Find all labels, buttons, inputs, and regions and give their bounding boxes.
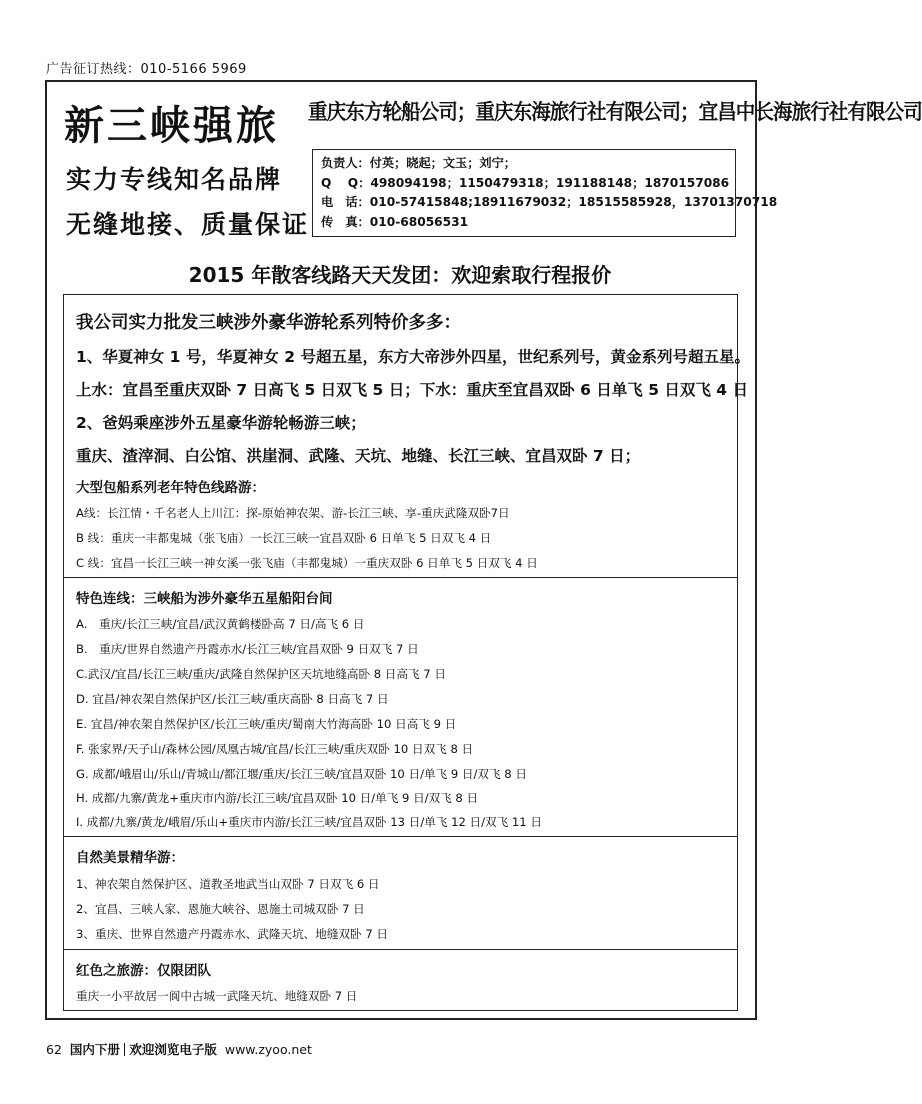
contact-fax: 传 真：010-68056531 <box>321 214 469 229</box>
charter-route-c: C 线：宜昌一长江三峡一神女溪一张飞庙（丰都鬼城）一重庆双卧 6 日单飞 5 日双飞 4 日 <box>76 556 538 570</box>
route-item: F. 张家界/天子山/森林公园/凤凰古城/宜昌/长江三峡/重庆双卧 10 日双飞 8 日 <box>76 742 474 756</box>
headline: 2015 年散客线路天天发团：欢迎索取行程报价 <box>188 263 612 287</box>
divider <box>64 836 737 837</box>
charter-route-a: A线：长江情・千名老人上川江：探-原始神农架、游-长江三峡、享-重庆武隆双卧7日 <box>76 506 510 520</box>
slogan-quality: 无缝地接、质量保证 <box>66 210 310 239</box>
section1-line3: 2、爸妈乘座涉外五星豪华游轮畅游三峡； <box>76 414 366 432</box>
ad-hotline: 广告征订热线：010-5166 5969 <box>46 62 247 77</box>
slogan-brand: 实力专线知名品牌 <box>66 165 283 194</box>
divider <box>64 949 737 950</box>
company-names: 重庆东方轮船公司；重庆东海旅行社有限公司；宜昌中长海旅行社有限公司 <box>308 100 922 124</box>
route-item: C.武汉/宜昌/长江三峡/重庆/武隆自然保护区天坑地缝高卧 8 日高飞 7 日 <box>76 667 446 681</box>
nature-route-item: 2、宜昌、三峡人家、恩施大峡谷、恩施土司城双卧 7 日 <box>76 902 365 916</box>
section1-line1: 1、华夏神女 1 号，华夏神女 2 号超五星，东方大帝涉外四星，世纪系列号，黄金系列号超五星。 <box>76 348 750 366</box>
footer-divider <box>124 1043 126 1056</box>
red-tour-route: 重庆一小平故居一阆中古城一武隆天坑、地缝双卧 7 日 <box>76 989 358 1003</box>
nature-route-item: 1、神农架自然保护区、道教圣地武当山双卧 7 日双飞 6 日 <box>76 877 380 891</box>
brand-logo-text: 新三峡强旅 <box>64 102 279 149</box>
route-item: B. 重庆/世界自然遗产丹霞赤水/长江三峡/宜昌双卧 9 日双飞 7 日 <box>76 642 419 656</box>
charter-title: 大型包船系列老年特色线路游： <box>76 480 265 496</box>
route-item: E. 宜昌/神农架自然保护区/长江三峡/重庆/蜀南大竹海高卧 10 日高飞 9 日 <box>76 717 457 731</box>
route-item: G. 成都/峨眉山/乐山/青城山/都江堰/重庆/长江三峡/宜昌双卧 10 日/单飞 9 日/双飞 8 日 <box>76 767 527 781</box>
route-item: H. 成都/九寨/黄龙+重庆市内游/长江三峡/宜昌双卧 10 日/单飞 9 日/双飞 8 日 <box>76 791 479 805</box>
section2-title: 特色连线：三峡船为涉外豪华五星船阳台间 <box>76 591 333 607</box>
page-number: 62 <box>46 1042 62 1057</box>
contact-qq: Q Q：498094198；1150479318；191188148；1870157086 <box>321 175 730 190</box>
route-item: A. 重庆/长江三峡/宜昌/武汉黄鹤楼卧高 7 日/高飞 6 日 <box>76 617 365 631</box>
section4-title: 红色之旅游：仅限团队 <box>76 963 211 979</box>
contact-manager: 负责人：付英；晓起；文玉；刘宁； <box>321 156 516 170</box>
footer-section: 国内下册 <box>69 1042 120 1057</box>
contact-phone: 电 话：010-57415848;18911679032；18515585928，13701370718 <box>321 195 778 209</box>
section1-title: 我公司实力批发三峡涉外豪华游轮系列特价多多： <box>76 313 461 333</box>
page-footer <box>46 1040 312 1058</box>
nature-route-item: 3、重庆、世界自然遗产丹霞赤水、武隆天坑、地缝双卧 7 日 <box>76 927 388 941</box>
route-item: D. 宜昌/神农架自然保护区/长江三峡/重庆高卧 8 日高飞 7 日 <box>76 692 389 706</box>
footer-slogan: 欢迎浏览电子版 <box>129 1042 217 1057</box>
route-item: I. 成都/九寨/黄龙/峨眉/乐山+重庆市内游/长江三峡/宜昌双卧 13 日/单飞 12 日/双飞 11 日 <box>76 815 542 829</box>
divider <box>64 577 737 578</box>
footer-url[interactable]: www.zyoo.net <box>224 1042 312 1057</box>
contact-box <box>312 149 778 237</box>
section1-line2: 上水：宜昌至重庆双卧 7 日高飞 5 日双飞 5 日；下水：重庆至宜昌双卧 6 日单飞 5 日双飞 4 日 <box>76 381 748 399</box>
charter-route-b: B 线：重庆一丰都鬼城（张飞庙）一长江三峡一宜昌双卧 6 日单飞 5 日双飞 4 日 <box>76 531 492 545</box>
section1-line4: 重庆、渣滓洞、白公馆、洪崖洞、武隆、天坑、地缝、长江三峡、宜昌双卧 7 日； <box>76 447 641 465</box>
section3-title: 自然美景精华游： <box>76 850 184 866</box>
